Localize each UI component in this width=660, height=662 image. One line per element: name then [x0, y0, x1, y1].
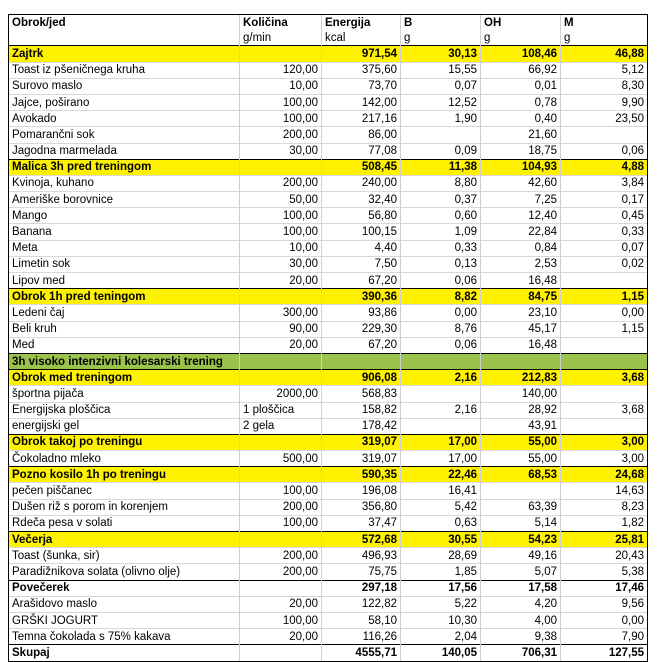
cell-fat: 5,12 — [561, 62, 648, 78]
unit-cell-carbs: g — [481, 30, 561, 46]
cell-name: energijski gel — [9, 418, 240, 434]
cell-quantity: 200,00 — [240, 548, 322, 564]
unit-cell-energy: kcal — [322, 30, 401, 46]
cell-carbs: 16,48 — [481, 337, 561, 353]
cell-quantity: 20,00 — [240, 337, 322, 353]
cell-carbs: 0,40 — [481, 111, 561, 127]
cell-carbs: 4,00 — [481, 612, 561, 628]
food-row — [9, 256, 648, 272]
cell-protein: 0,60 — [401, 208, 481, 224]
cell-fat — [561, 127, 648, 143]
cell-fat: 46,88 — [561, 46, 648, 62]
cell-energy: 906,08 — [322, 370, 401, 386]
meal-nutrition-table — [8, 14, 648, 662]
cell-energy: 32,40 — [322, 192, 401, 208]
cell-protein: 0,33 — [401, 240, 481, 256]
cell-energy: 319,07 — [322, 434, 401, 450]
food-row — [9, 596, 648, 612]
cell-quantity — [240, 467, 322, 483]
cell-quantity — [240, 434, 322, 450]
food-row — [9, 62, 648, 78]
food-row — [9, 94, 648, 110]
cell-name: Rdeča pesa v solati — [9, 515, 240, 531]
training-row — [9, 353, 648, 369]
cell-quantity: 10,00 — [240, 78, 322, 94]
food-row — [9, 240, 648, 256]
cell-quantity — [240, 289, 322, 305]
unit-cell — [9, 30, 240, 46]
cell-carbs: 5,14 — [481, 515, 561, 531]
cell-carbs: 0,78 — [481, 94, 561, 110]
cell-fat: 0,00 — [561, 612, 648, 628]
cell-energy: 196,08 — [322, 483, 401, 499]
food-row — [9, 337, 648, 353]
cell-quantity: 90,00 — [240, 321, 322, 337]
cell-protein: 17,56 — [401, 580, 481, 596]
cell-carbs: 23,10 — [481, 305, 561, 321]
cell-name: Dušen riž s porom in korenjem — [9, 499, 240, 515]
cell-protein: 140,05 — [401, 645, 481, 661]
food-row — [9, 224, 648, 240]
cell-quantity — [240, 645, 322, 661]
nutrition-table-sheet — [8, 14, 648, 662]
cell-protein: 0,13 — [401, 256, 481, 272]
cell-protein: 11,38 — [401, 159, 481, 175]
cell-name: Skupaj — [9, 645, 240, 661]
header-cell-energy: Energija — [322, 15, 401, 31]
cell-energy — [322, 353, 401, 369]
cell-name: Kvinoja, kuhano — [9, 175, 240, 191]
cell-carbs: 49,16 — [481, 548, 561, 564]
cell-protein: 0,09 — [401, 143, 481, 159]
cell-carbs: 4,20 — [481, 596, 561, 612]
cell-quantity: 1 ploščica — [240, 402, 322, 418]
cell-protein: 28,69 — [401, 548, 481, 564]
meal-row — [9, 580, 648, 596]
cell-energy: 178,42 — [322, 418, 401, 434]
cell-energy: 508,45 — [322, 159, 401, 175]
cell-quantity: 200,00 — [240, 127, 322, 143]
food-row — [9, 273, 648, 289]
food-row — [9, 78, 648, 94]
cell-name: Meta — [9, 240, 240, 256]
food-row — [9, 175, 648, 191]
cell-quantity: 100,00 — [240, 208, 322, 224]
cell-energy: 496,93 — [322, 548, 401, 564]
cell-fat: 23,50 — [561, 111, 648, 127]
cell-energy: 122,82 — [322, 596, 401, 612]
cell-fat: 9,56 — [561, 596, 648, 612]
cell-fat — [561, 386, 648, 402]
cell-name: Toast (šunka, sir) — [9, 548, 240, 564]
cell-fat: 17,46 — [561, 580, 648, 596]
cell-quantity: 120,00 — [240, 62, 322, 78]
cell-fat: 3,68 — [561, 402, 648, 418]
header-cell-protein: B — [401, 15, 481, 31]
cell-quantity — [240, 159, 322, 175]
cell-carbs: 55,00 — [481, 434, 561, 450]
cell-name: Pomarančni sok — [9, 127, 240, 143]
cell-energy: 73,70 — [322, 78, 401, 94]
cell-fat — [561, 353, 648, 369]
meal-row — [9, 434, 648, 450]
cell-quantity: 2 gela — [240, 418, 322, 434]
cell-fat: 0,07 — [561, 240, 648, 256]
cell-name: Obrok 1h pred teningom — [9, 289, 240, 305]
cell-quantity: 100,00 — [240, 483, 322, 499]
cell-carbs: 42,60 — [481, 175, 561, 191]
unit-cell-quantity: g/min — [240, 30, 322, 46]
cell-quantity: 500,00 — [240, 451, 322, 467]
cell-name: Malica 3h pred treningom — [9, 159, 240, 175]
food-row — [9, 499, 648, 515]
food-row — [9, 515, 648, 531]
food-row — [9, 386, 648, 402]
cell-fat: 24,68 — [561, 467, 648, 483]
cell-carbs: 7,25 — [481, 192, 561, 208]
cell-energy: 116,26 — [322, 629, 401, 645]
cell-name: Obrok takoj po treningu — [9, 434, 240, 450]
cell-energy: 590,35 — [322, 467, 401, 483]
cell-protein: 10,30 — [401, 612, 481, 628]
cell-carbs: 0,84 — [481, 240, 561, 256]
cell-energy: 4555,71 — [322, 645, 401, 661]
cell-name: Čokoladno mleko — [9, 451, 240, 467]
cell-fat: 1,82 — [561, 515, 648, 531]
cell-energy: 971,54 — [322, 46, 401, 62]
cell-protein: 1,09 — [401, 224, 481, 240]
meal-row — [9, 467, 648, 483]
cell-name: Obrok med treningom — [9, 370, 240, 386]
cell-carbs: 45,17 — [481, 321, 561, 337]
cell-fat: 25,81 — [561, 532, 648, 548]
cell-name: Energijska ploščica — [9, 402, 240, 418]
cell-protein: 22,46 — [401, 467, 481, 483]
cell-carbs: 5,07 — [481, 564, 561, 580]
cell-protein: 2,16 — [401, 370, 481, 386]
cell-carbs: 0,01 — [481, 78, 561, 94]
cell-carbs: 140,00 — [481, 386, 561, 402]
cell-protein: 0,00 — [401, 305, 481, 321]
cell-energy: 375,60 — [322, 62, 401, 78]
cell-carbs: 55,00 — [481, 451, 561, 467]
cell-fat: 8,30 — [561, 78, 648, 94]
cell-energy: 572,68 — [322, 532, 401, 548]
cell-carbs: 706,31 — [481, 645, 561, 661]
cell-fat: 5,38 — [561, 564, 648, 580]
cell-name: Toast iz pšeničnega kruha — [9, 62, 240, 78]
cell-name: Med — [9, 337, 240, 353]
cell-protein: 0,06 — [401, 273, 481, 289]
cell-protein: 1,90 — [401, 111, 481, 127]
header-cell-quantity: Količina — [240, 15, 322, 31]
units-row — [9, 30, 648, 46]
cell-carbs: 21,60 — [481, 127, 561, 143]
food-row — [9, 402, 648, 418]
cell-protein: 12,52 — [401, 94, 481, 110]
total-row — [9, 645, 648, 661]
cell-quantity: 30,00 — [240, 143, 322, 159]
cell-protein: 1,85 — [401, 564, 481, 580]
cell-fat — [561, 418, 648, 434]
cell-quantity: 100,00 — [240, 515, 322, 531]
cell-carbs: 28,92 — [481, 402, 561, 418]
cell-carbs: 54,23 — [481, 532, 561, 548]
cell-fat: 1,15 — [561, 321, 648, 337]
food-row — [9, 305, 648, 321]
header-cell-fat: M — [561, 15, 648, 31]
cell-quantity — [240, 370, 322, 386]
cell-name: Povečerek — [9, 580, 240, 596]
cell-energy: 86,00 — [322, 127, 401, 143]
cell-energy: 67,20 — [322, 337, 401, 353]
cell-name: Jagodna marmelada — [9, 143, 240, 159]
cell-energy: 390,36 — [322, 289, 401, 305]
cell-energy: 568,83 — [322, 386, 401, 402]
cell-name: Arašidovo maslo — [9, 596, 240, 612]
cell-protein: 0,07 — [401, 78, 481, 94]
header-cell-meal: Obrok/jed — [9, 15, 240, 31]
cell-quantity: 20,00 — [240, 596, 322, 612]
cell-carbs: 22,84 — [481, 224, 561, 240]
cell-fat: 0,45 — [561, 208, 648, 224]
cell-fat: 4,88 — [561, 159, 648, 175]
cell-name: 3h visoko intenzivni kolesarski trening — [9, 353, 240, 369]
cell-protein: 30,13 — [401, 46, 481, 62]
cell-quantity — [240, 353, 322, 369]
cell-fat: 14,63 — [561, 483, 648, 499]
table-body — [9, 15, 648, 662]
cell-quantity: 30,00 — [240, 256, 322, 272]
unit-cell-protein: g — [401, 30, 481, 46]
cell-quantity: 2000,00 — [240, 386, 322, 402]
cell-protein: 5,22 — [401, 596, 481, 612]
cell-energy: 217,16 — [322, 111, 401, 127]
cell-protein: 0,37 — [401, 192, 481, 208]
cell-protein: 16,41 — [401, 483, 481, 499]
cell-name: športna pijača — [9, 386, 240, 402]
meal-row — [9, 532, 648, 548]
cell-fat: 3,00 — [561, 434, 648, 450]
cell-protein: 5,42 — [401, 499, 481, 515]
cell-carbs: 63,39 — [481, 499, 561, 515]
header-cell-carbs: OH — [481, 15, 561, 31]
cell-fat: 0,00 — [561, 305, 648, 321]
cell-protein: 8,82 — [401, 289, 481, 305]
cell-protein: 0,63 — [401, 515, 481, 531]
cell-name: Ledeni čaj — [9, 305, 240, 321]
cell-carbs: 16,48 — [481, 273, 561, 289]
cell-fat: 0,02 — [561, 256, 648, 272]
cell-name: pečen piščanec — [9, 483, 240, 499]
cell-carbs: 84,75 — [481, 289, 561, 305]
cell-name: Temna čokolada s 75% kakava — [9, 629, 240, 645]
cell-energy: 356,80 — [322, 499, 401, 515]
cell-name: Paradižnikova solata (olivno olje) — [9, 564, 240, 580]
cell-name: Limetin sok — [9, 256, 240, 272]
cell-fat: 3,84 — [561, 175, 648, 191]
cell-fat: 1,15 — [561, 289, 648, 305]
cell-protein: 2,04 — [401, 629, 481, 645]
cell-name: Avokado — [9, 111, 240, 127]
cell-energy: 4,40 — [322, 240, 401, 256]
cell-carbs: 212,83 — [481, 370, 561, 386]
cell-name: Zajtrk — [9, 46, 240, 62]
cell-quantity: 20,00 — [240, 629, 322, 645]
cell-name: Beli kruh — [9, 321, 240, 337]
cell-fat: 0,06 — [561, 143, 648, 159]
food-row — [9, 208, 648, 224]
cell-energy: 100,15 — [322, 224, 401, 240]
unit-cell-fat: g — [561, 30, 648, 46]
cell-carbs: 108,46 — [481, 46, 561, 62]
cell-fat — [561, 337, 648, 353]
cell-energy: 67,20 — [322, 273, 401, 289]
cell-energy: 229,30 — [322, 321, 401, 337]
cell-energy: 297,18 — [322, 580, 401, 596]
cell-carbs: 2,53 — [481, 256, 561, 272]
cell-energy: 75,75 — [322, 564, 401, 580]
cell-quantity: 200,00 — [240, 175, 322, 191]
cell-name: Banana — [9, 224, 240, 240]
cell-energy: 37,47 — [322, 515, 401, 531]
cell-quantity: 20,00 — [240, 273, 322, 289]
cell-energy: 142,00 — [322, 94, 401, 110]
cell-energy: 240,00 — [322, 175, 401, 191]
cell-carbs: 68,53 — [481, 467, 561, 483]
food-row — [9, 111, 648, 127]
food-row — [9, 451, 648, 467]
cell-protein: 8,80 — [401, 175, 481, 191]
cell-energy: 58,10 — [322, 612, 401, 628]
cell-fat: 0,33 — [561, 224, 648, 240]
cell-protein — [401, 386, 481, 402]
cell-protein: 8,76 — [401, 321, 481, 337]
food-row — [9, 143, 648, 159]
meal-row — [9, 159, 648, 175]
cell-quantity: 50,00 — [240, 192, 322, 208]
cell-quantity: 10,00 — [240, 240, 322, 256]
cell-carbs — [481, 483, 561, 499]
cell-protein: 2,16 — [401, 402, 481, 418]
cell-protein: 15,55 — [401, 62, 481, 78]
cell-carbs: 18,75 — [481, 143, 561, 159]
cell-quantity: 300,00 — [240, 305, 322, 321]
cell-energy: 319,07 — [322, 451, 401, 467]
cell-carbs: 9,38 — [481, 629, 561, 645]
cell-name: Jajce, poširano — [9, 94, 240, 110]
cell-quantity: 200,00 — [240, 564, 322, 580]
cell-fat: 7,90 — [561, 629, 648, 645]
cell-carbs: 66,92 — [481, 62, 561, 78]
meal-row — [9, 289, 648, 305]
food-row — [9, 629, 648, 645]
cell-protein: 17,00 — [401, 451, 481, 467]
cell-fat: 8,23 — [561, 499, 648, 515]
cell-protein — [401, 353, 481, 369]
cell-protein — [401, 127, 481, 143]
cell-carbs: 17,58 — [481, 580, 561, 596]
cell-fat: 9,90 — [561, 94, 648, 110]
cell-fat: 3,68 — [561, 370, 648, 386]
food-row — [9, 612, 648, 628]
cell-energy: 56,80 — [322, 208, 401, 224]
cell-carbs: 12,40 — [481, 208, 561, 224]
cell-carbs: 43,91 — [481, 418, 561, 434]
cell-name: GRŠKI JOGURT — [9, 612, 240, 628]
cell-energy: 7,50 — [322, 256, 401, 272]
cell-energy: 77,08 — [322, 143, 401, 159]
header-row — [9, 15, 648, 31]
cell-carbs: 104,93 — [481, 159, 561, 175]
food-row — [9, 127, 648, 143]
cell-quantity — [240, 580, 322, 596]
cell-quantity: 100,00 — [240, 224, 322, 240]
cell-quantity — [240, 46, 322, 62]
cell-quantity: 100,00 — [240, 94, 322, 110]
cell-energy: 93,86 — [322, 305, 401, 321]
cell-name: Ameriške borovnice — [9, 192, 240, 208]
cell-protein: 30,55 — [401, 532, 481, 548]
cell-name: Surovo maslo — [9, 78, 240, 94]
cell-name: Večerja — [9, 532, 240, 548]
cell-protein: 0,06 — [401, 337, 481, 353]
food-row — [9, 192, 648, 208]
cell-fat — [561, 273, 648, 289]
food-row — [9, 548, 648, 564]
meal-row — [9, 46, 648, 62]
cell-protein — [401, 418, 481, 434]
cell-protein: 17,00 — [401, 434, 481, 450]
food-row — [9, 564, 648, 580]
cell-fat: 127,55 — [561, 645, 648, 661]
cell-carbs — [481, 353, 561, 369]
cell-name: Pozno kosilo 1h po treningu — [9, 467, 240, 483]
cell-fat: 3,00 — [561, 451, 648, 467]
cell-quantity — [240, 532, 322, 548]
cell-quantity: 100,00 — [240, 111, 322, 127]
meal-row — [9, 370, 648, 386]
cell-quantity: 100,00 — [240, 612, 322, 628]
cell-name: Lipov med — [9, 273, 240, 289]
cell-fat: 0,17 — [561, 192, 648, 208]
food-row — [9, 483, 648, 499]
cell-energy: 158,82 — [322, 402, 401, 418]
cell-name: Mango — [9, 208, 240, 224]
cell-quantity: 200,00 — [240, 499, 322, 515]
cell-fat: 20,43 — [561, 548, 648, 564]
food-row — [9, 418, 648, 434]
food-row — [9, 321, 648, 337]
